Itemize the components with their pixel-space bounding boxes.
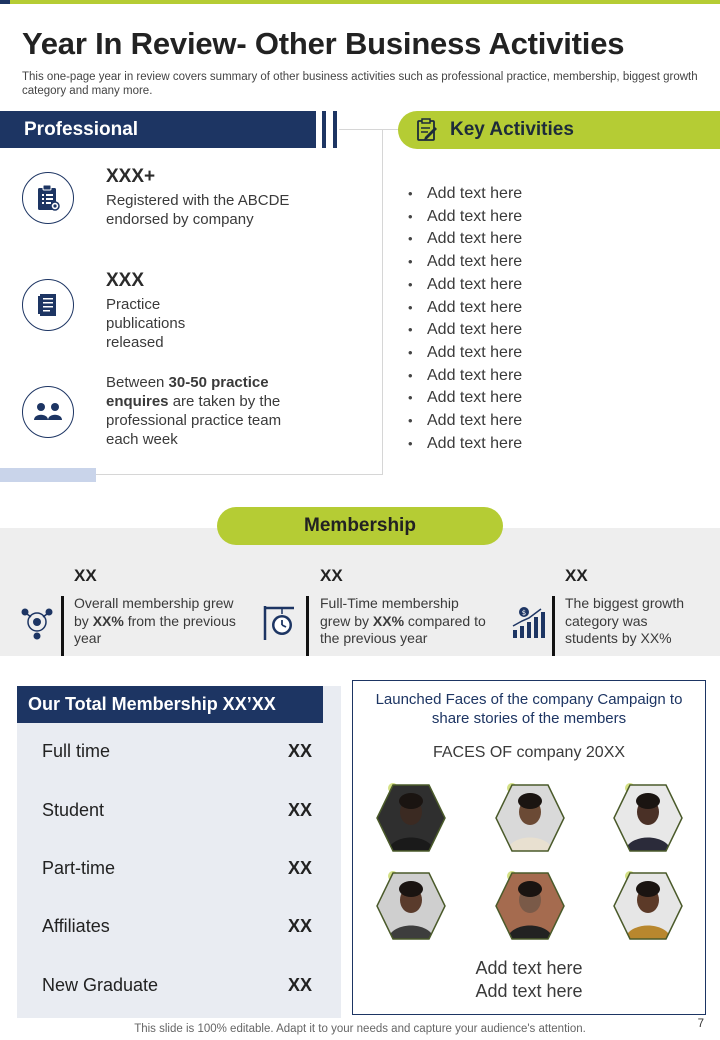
professional-heading: Professional <box>0 111 316 148</box>
list-item: • Add text here <box>408 365 522 388</box>
professional-accent-block <box>0 468 96 482</box>
list-item: • Add text here <box>408 228 522 251</box>
membership-description: Full-Time membership grew by XX% compared to the previous year <box>320 595 486 646</box>
member-photo-hexagon <box>375 782 447 854</box>
row-label: New Graduate <box>42 975 159 995</box>
row-value: XX <box>287 975 312 995</box>
member-photo-hexagon <box>494 870 566 942</box>
professional-description: Between 30-50 practice enquires are taken by the professional practice team each week <box>106 374 282 448</box>
membership-description: The biggest growth category was students by XX% <box>565 595 685 646</box>
connector-line <box>382 129 383 149</box>
row-label: Part-time <box>42 858 116 878</box>
list-item: • Add text here <box>408 410 522 433</box>
professional-heading-stripe <box>322 111 326 148</box>
top-accent-bar <box>0 0 720 4</box>
document-icon <box>22 279 74 331</box>
page-title: Year In Review- Other Business Activities <box>22 26 625 61</box>
membership-number: XX <box>74 566 97 585</box>
clipboard-icon <box>22 172 74 224</box>
list-item: • Add text here <box>408 342 522 365</box>
row-value: XX <box>287 800 312 820</box>
professional-description: Practice publications released <box>106 296 186 351</box>
faces-caption: Launched Faces of the company Campaign to share stories of the members <box>375 691 683 727</box>
professional-description: Registered with the ABCDE endorsed by company <box>106 192 290 228</box>
membership-heading: Membership <box>217 507 503 545</box>
list-item: • Add text here <box>408 274 522 297</box>
checklist-icon <box>416 118 438 147</box>
network-icon <box>20 604 54 645</box>
member-photo-hexagon <box>612 782 684 854</box>
faces-add-text: Add text here <box>475 981 583 1001</box>
total-membership-panel <box>17 686 341 1018</box>
list-item: • Add text here <box>408 206 522 229</box>
row-label: Affiliates <box>42 916 110 936</box>
list-item: • Add text here <box>408 319 522 342</box>
people-icon <box>22 386 74 438</box>
key-activities-heading: Key Activities <box>450 119 574 140</box>
list-item: • Add text here <box>408 251 522 274</box>
membership-divider <box>61 596 64 656</box>
member-photo-hexagon <box>494 782 566 854</box>
connector-line <box>339 129 399 130</box>
list-item: • Add text here <box>408 297 522 320</box>
top-accent-bar-left <box>0 0 10 4</box>
row-value: XX <box>287 916 312 936</box>
list-item: • Add text here <box>408 183 522 206</box>
member-photo-hexagon <box>612 870 684 942</box>
membership-number: XX <box>565 566 588 585</box>
faces-add-text: Add text here <box>475 958 583 978</box>
professional-number: XXX+ <box>106 166 156 187</box>
membership-divider <box>552 596 555 656</box>
clock-sign-icon <box>262 604 298 647</box>
key-activities-list <box>408 183 522 455</box>
list-item: • Add text here <box>408 387 522 410</box>
list-item: • Add text here <box>408 433 522 456</box>
row-label: Full time <box>42 741 111 761</box>
page-number: 7 <box>697 1018 704 1030</box>
growth-chart-icon <box>510 606 546 645</box>
membership-description: Overall membership grew by XX% from the previous year <box>74 595 236 646</box>
row-label: Student <box>42 800 105 820</box>
faces-title: FACES OF company 20XX <box>432 744 626 761</box>
professional-heading-stripe <box>333 111 337 148</box>
membership-number: XX <box>320 566 343 585</box>
membership-divider <box>306 596 309 656</box>
svg-text:$: $ <box>521 609 527 617</box>
footer-note: This slide is 100% editable. Adapt it to your needs and capture your audience's attention. <box>134 1023 586 1035</box>
page-subtitle: This one-page year in review covers summary of other business activities such as professional practice, membership, biggest growth category and many more. <box>22 71 698 97</box>
member-photo-hexagon <box>375 870 447 942</box>
row-value: XX <box>287 858 312 878</box>
row-value: XX <box>287 741 312 761</box>
professional-number: XXX <box>106 270 145 291</box>
total-membership-heading: Our Total Membership XX’XX <box>17 686 323 723</box>
